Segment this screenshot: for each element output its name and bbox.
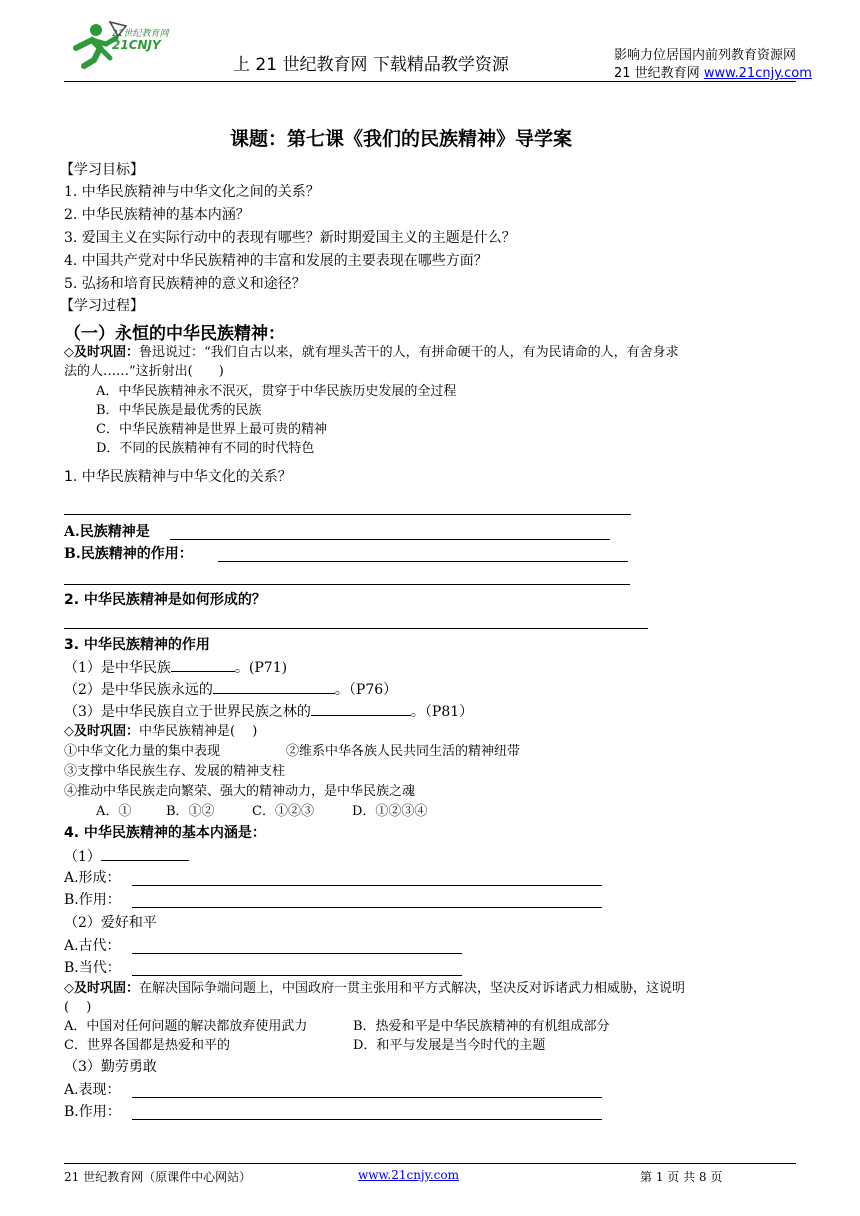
quiz2-item4: ④推动中华民族走向繁荣、强大的精神动力，是中华民族之魂	[64, 784, 416, 799]
q4-quiz-option-a: A．中国对任何问题的解决都放弃使用武力	[64, 1019, 308, 1034]
q4-p1-role: B.作用：	[64, 892, 121, 908]
quiz2-label: ◇及时巩固：	[64, 724, 139, 739]
q1-a-label: A.民族精神是	[64, 524, 150, 540]
answer-line	[132, 1097, 602, 1098]
q3-l3a: （3）是中华民族自立于世界民族之林的	[64, 704, 311, 720]
q4-p1-form: A.形成：	[64, 870, 121, 886]
quiz2-item1: ①中华文化力量的集中表现	[64, 744, 221, 759]
q4-heading: 4. 中华民族精神的基本内涵是：	[64, 825, 266, 841]
quiz1-text2: 法的人……”这折射出( )	[64, 364, 224, 379]
answer-line	[64, 514, 631, 515]
header-right-line2	[614, 62, 812, 81]
q2-heading: 2. 中华民族精神是如何形成的？	[64, 592, 266, 608]
page-title: 课题：第七课《我们的民族精神》导学案	[230, 128, 573, 150]
header-divider	[64, 81, 796, 82]
q4-p1	[64, 846, 189, 867]
header-site-link[interactable]: www.21cnjy.com	[703, 66, 812, 81]
q3-line1	[64, 657, 287, 678]
quiz2-item3: ③支撑中华民族生存、发展的精神支柱	[64, 764, 286, 779]
objective-2: 2. 中华民族精神的基本内涵？	[64, 207, 250, 223]
answer-line	[64, 628, 648, 629]
section1-heading: （一）永恒的中华民族精神：	[64, 324, 285, 344]
objectives-heading: 【学习目标】	[60, 162, 144, 178]
answer-line	[170, 539, 610, 540]
quiz1-line1	[64, 343, 679, 362]
quiz1-label: ◇及时巩固：	[64, 345, 139, 360]
answer-line	[132, 953, 462, 954]
blank-field[interactable]	[171, 657, 235, 672]
quiz2-text: 中华民族精神是( )	[139, 724, 258, 739]
q1-b-label: B.民族精神的作用：	[64, 546, 193, 562]
quiz2-option-c: C．①②③	[252, 804, 314, 819]
quiz2-option-d: D．①②③④	[352, 804, 428, 819]
logo-text-bottom: 21CNJY	[112, 38, 161, 52]
q4-quiz-text2: ( )	[64, 1000, 92, 1015]
answer-line	[132, 975, 462, 976]
answer-line	[132, 1119, 602, 1120]
q4-quiz-label: ◇及时巩固：	[64, 981, 139, 996]
quiz1-option-b: B．中华民族是最优秀的民族	[96, 403, 262, 418]
logo-text-top: 21世纪教育网	[112, 29, 169, 39]
q4-p3: （3）勤劳勇敢	[64, 1059, 157, 1075]
q4-quiz-text1: 在解决国际争端问题上，中国政府一贯主张用和平方式解决，坚决反对诉诸武力相威胁，这说明	[139, 981, 686, 996]
process-heading: 【学习过程】	[60, 298, 144, 314]
q4-p2-ancient: A.古代：	[64, 938, 121, 954]
q3-l1a: （1）是中华民族	[64, 660, 171, 676]
quiz2-option-a: A．①	[96, 804, 132, 819]
q4-quiz-line1	[64, 979, 685, 998]
quiz1-text1: 鲁迅说过：“我们自古以来，就有埋头苦干的人，有拼命硬干的人，有为民请命的人，有舍身求	[139, 345, 679, 360]
quiz1-option-c: C．中华民族精神是世界上最可贵的精神	[96, 422, 327, 437]
header-right-prefix: 21 世纪教育网	[614, 66, 704, 81]
quiz2-item2: ②维系中华各族人民共同生活的精神纽带	[286, 744, 521, 759]
q4-p1-label: （1）	[64, 849, 101, 865]
blank-field[interactable]	[311, 701, 411, 716]
q1-heading: 1. 中华民族精神与中华文化的关系？	[64, 469, 292, 485]
q4-quiz-option-b: B．热爱和平是中华民族精神的有机组成部分	[353, 1019, 610, 1034]
q3-line3	[64, 701, 473, 722]
blank-field[interactable]	[213, 679, 335, 694]
quiz1-option-a: A．中华民族精神永不泯灭，贯穿于中华民族历史发展的全过程	[96, 384, 457, 399]
quiz2-option-b: B．①②	[166, 804, 215, 819]
objective-3: 3. 爱国主义在实际行动中的表现有哪些？新时期爱国主义的主题是什么？	[64, 230, 516, 246]
objective-4: 4. 中国共产党对中华民族精神的丰富和发展的主要表现在哪些方面？	[64, 253, 488, 269]
q3-line2	[64, 679, 397, 700]
objective-5: 5. 弘扬和培育民族精神的意义和途径？	[64, 276, 306, 292]
objective-1: 1. 中华民族精神与中华文化之间的关系？	[64, 184, 320, 200]
header-right-line1: 影响力位居国内前列教育资源网	[614, 48, 797, 63]
q4-p3-role: B.作用：	[64, 1104, 121, 1120]
answer-line	[132, 907, 602, 908]
footer-site-link[interactable]: www.21cnjy.com	[358, 1168, 459, 1182]
q3-l3b: 。（P81）	[410, 704, 474, 720]
q4-p3-show: A.表现：	[64, 1082, 121, 1098]
footer-left: 21 世纪教育网（原课件中心网站）	[64, 1170, 252, 1184]
header-center: 上 21 世纪教育网 下载精品教学资源	[233, 55, 509, 75]
answer-line	[132, 885, 602, 886]
q3-l2b: 。（P76）	[334, 682, 398, 698]
footer-page-number: 第 1 页 共 8 页	[640, 1170, 723, 1184]
q4-p2-modern: B.当代：	[64, 960, 121, 976]
q4-quiz-option-d: D．和平与发展是当今时代的主题	[353, 1038, 546, 1053]
q4-p2: （2）爱好和平	[64, 915, 157, 931]
q3-l2a: （2）是中华民族永远的	[64, 682, 213, 698]
q3-l1b: 。(P71)	[234, 660, 288, 676]
quiz1-option-d: D．不同的民族精神有不同的时代特色	[96, 441, 315, 456]
q3-heading: 3. 中华民族精神的作用	[64, 637, 210, 653]
blank-field[interactable]	[101, 846, 189, 861]
quiz2-line	[64, 722, 257, 741]
footer-divider	[64, 1163, 796, 1164]
answer-line	[64, 584, 630, 585]
answer-line	[218, 561, 628, 562]
q4-quiz-option-c: C．世界各国都是热爱和平的	[64, 1038, 230, 1053]
